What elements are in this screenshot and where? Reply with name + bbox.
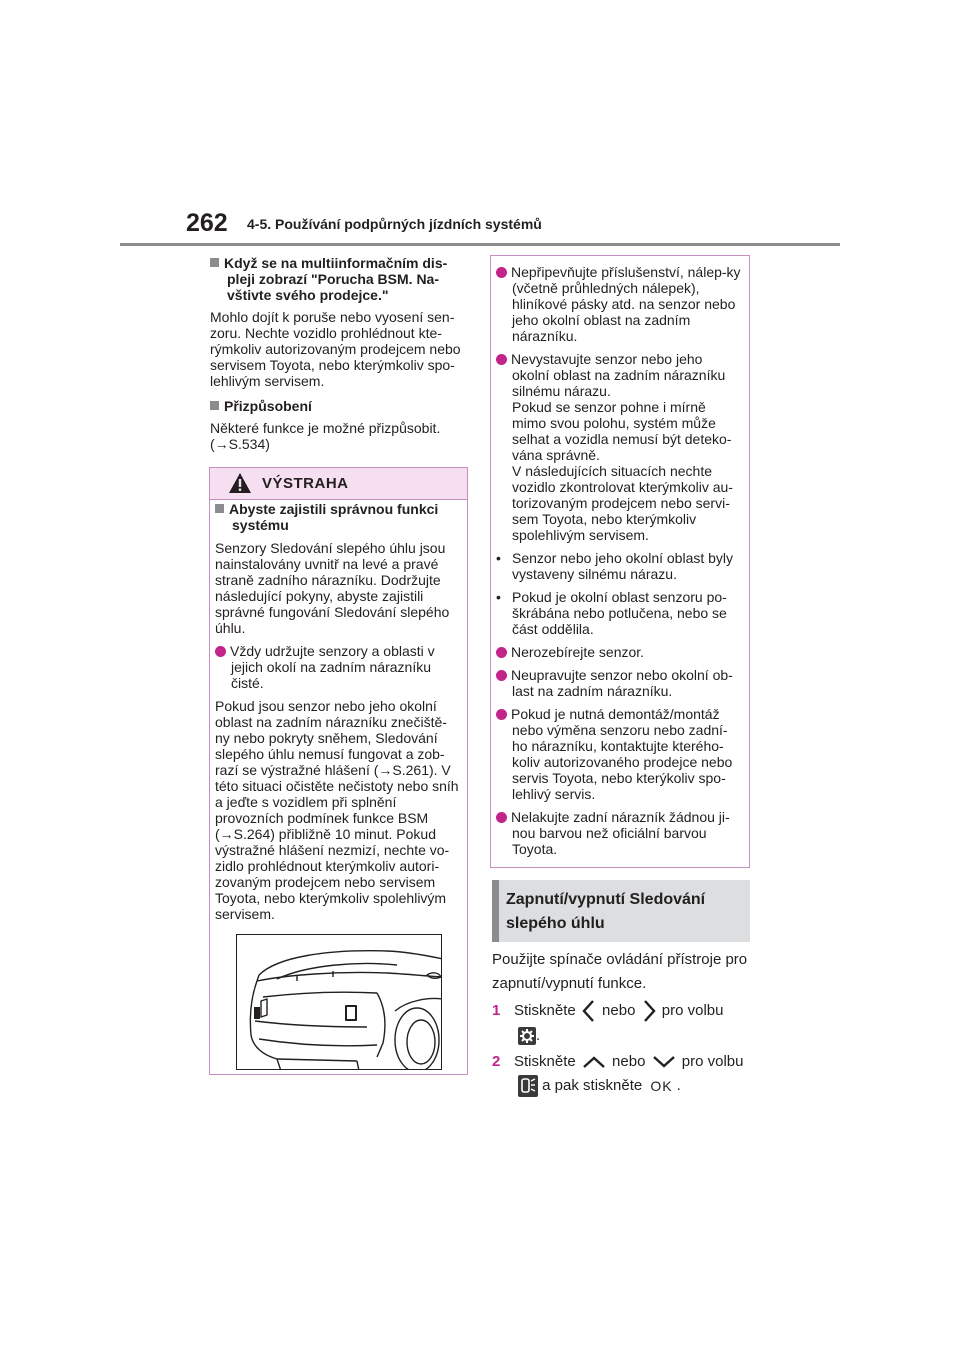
chevron-up-icon [580,1053,608,1071]
chevron-left-icon [580,998,598,1024]
warning-bullet-continuation: Pokud se senzor pohne i mírně mimo svou polohu, systém může selhat a vozidla nemusí být deteko-vána správně. [512,399,732,463]
circle-bullet-icon [496,267,507,278]
customization-body: Některé funkce je možné přizpůsobit. (→S.534) [210,420,441,452]
warning-bullet-continuation: V následujících situacích nechte vozidlo zkontrolovat kterýmkoliv au-torizovaným prodejcem nebo servi-sem Toyota, nebo kterýmkoliv spolehlivým servisem. [512,463,733,543]
warning-box [209,467,468,1075]
warning-intro: Senzory Sledování slepého úhlu jsou nainstalovány uvnitř na levé a pravé straně zadního nárazníku. Dodržujte následující pokyny, abyste zajistili správné fungování Sledování slepého úhlu. [215,540,450,636]
warning-bullet: Neupravujte senzor nebo okolní ob-last na zadním nárazníku. [496,667,741,699]
ok-button-icon: OK [650,1078,673,1095]
car-rear-illustration [236,934,442,1070]
step-number: 2 [492,1053,501,1070]
gear-icon [518,1027,536,1045]
malfunction-body: Mohlo dojít k poruše nebo vyosení sen-zoru. Nechte vozidlo prohlédnout kte-rýmkoliv autorizovaným prodejcem nebo servisem Toyota, nebo kterýmkoliv spo-lehlivým servisem. [210,309,461,389]
step-2: 2 Stiskněte nebo pro volbu [492,1050,762,1074]
circle-bullet-icon [496,354,507,365]
warning-title: VÝSTRAHA [262,475,349,492]
warning-heading: Abyste zajistili správnou funkci systému [215,501,460,533]
dot-bullet-icon: • [496,550,501,566]
section-heading [492,880,750,942]
chevron-right-icon [640,998,658,1024]
circle-bullet-icon [496,647,507,658]
warning-box-continued [490,255,750,868]
step-2-continued: a pak stiskněte OK . [492,1074,762,1098]
step-1: 1 Stiskněte nebo pro volbu [492,998,762,1024]
step-number: 1 [492,1001,501,1019]
blind-spot-monitor-icon [518,1075,538,1097]
circle-bullet-icon [496,670,507,681]
sub-bullet: • Senzor nebo jeho okolní oblast byly vystaveny silnému nárazu. [496,550,734,582]
chevron-down-icon [650,1053,678,1071]
header-rule [120,243,840,246]
malfunction-heading: Když se na multiinformačním dis-pleji zobrazí "Porucha BSM. Na-vštivte svého prodejce." [210,255,470,303]
left-column [210,255,470,452]
warning-header [210,468,467,500]
warning-bullet: Nelakujte zadní nárazník žádnou ji-nou barvou než oficiální barvou Toyota. [496,809,741,857]
warning-continued-body [496,264,741,864]
warning-bullet: Nepřipevňujte příslušenství, nálep-ky (včetně průhledných nálepek), hliníkové pásky atd. na senzor nebo jeho okolní oblast na zadním nárazníku. [496,264,741,344]
step-1-continued: . [492,1024,762,1048]
warning-bullet: Pokud je nutná demontáž/montáž nebo výměna senzoru nebo zadní-ho nárazníku, kontaktujte kterého-koliv autorizovaného prodejce nebo servis Toyota, nebo kterýkoliv spo-lehlivý servis. [496,706,741,802]
instructions [492,948,762,1098]
section-heading-bar [492,880,499,942]
square-bullet-icon [210,258,219,267]
circle-bullet-icon [496,812,507,823]
warning-triangle-icon [228,472,252,494]
sub-bullet: • Pokud je okolní oblast senzoru po-škrábána nebo potlučena, nebo se část oddělila. [496,589,727,637]
warning-bullet: Vždy udržujte senzory a oblasti v jejich okolí na zadním nárazníku čisté. [215,643,460,691]
section-intro: Použijte spínače ovládání přístroje pro zapnutí/vypnutí funkce. [492,951,748,992]
warning-bullet: Nerozebírejte senzor. [496,644,741,660]
warning-body [215,501,460,929]
dot-bullet-icon: • [496,589,501,605]
car-rear-drawing [237,935,442,1070]
customization-heading: Přizpůsobení [210,398,470,414]
square-bullet-icon [210,401,219,410]
warning-bullet: Nevystavujte senzor nebo jeho okolní oblast na zadním nárazníku silnému nárazu. Pokud se senzor pohne i mírně mimo svou polohu, systém může selhat a vozidla nemusí být deteko-vána správně. V následujících situacích nechte vozidlo zkontrolovat kterýmkoliv au-torizovaným prodejcem nebo servi-sem Toyota, nebo kterýmkoliv spolehlivým servisem. [496,351,741,543]
page-number: 262 [186,209,228,237]
circle-bullet-icon [496,709,507,720]
warning-detail: Pokud jsou senzor nebo jeho okolní oblast na zadním nárazníku znečiště-ny nebo pokryty sněhem, Sledování slepého úhlu nemusí fungovat a zob-razí se výstražné hlášení (→S.261). V této situaci očistěte nečistoty nebo sníh a jeďte s vozidlem při splnění provozních podmínek funkce BSM (→S.264) přibližně 10 minut. Pokud výstražné hlášení nezmizí, nechte vo-zidlo prohlédnout kterýmkoliv autori-zovaným prodejcem nebo servisem Toyota, nebo kterýmkoliv spolehlivým servisem. [215,698,459,922]
square-bullet-icon [215,504,224,513]
circle-bullet-icon [215,646,226,657]
section-title: Zapnutí/vypnutí Sledování slepého úhlu [506,891,706,932]
chapter-title: 4-5. Používání podpůrných jízdních systémů [247,216,542,232]
